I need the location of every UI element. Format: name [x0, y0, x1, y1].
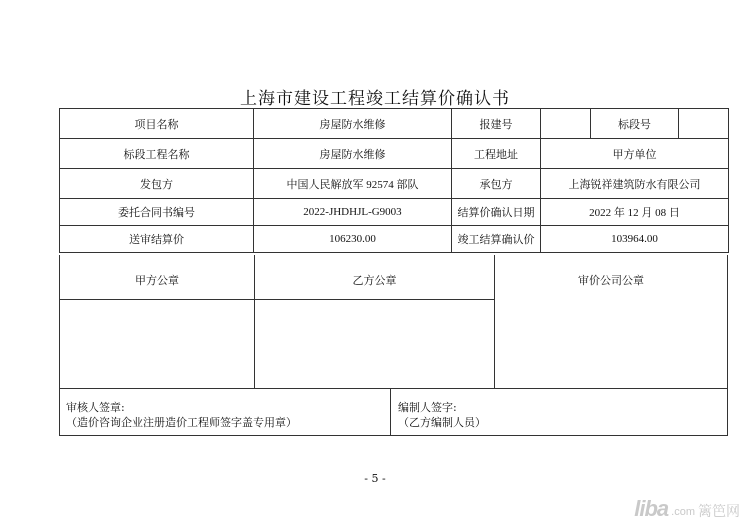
preparer-note: （乙方编制人员） — [398, 416, 486, 429]
document-title: 上海市建设工程竣工结算价确认书 — [240, 89, 510, 109]
signature-divider — [390, 389, 391, 435]
table-row — [60, 199, 729, 226]
watermark — [634, 496, 740, 522]
contract-no-value: 2022-JHDHJL-G9003 — [254, 199, 452, 226]
signature-section — [59, 389, 728, 436]
contractor-label: 承包方 — [452, 169, 541, 199]
info-table — [59, 108, 729, 253]
section-project-value: 房屋防水维修 — [254, 139, 452, 169]
report-no-label: 报建号 — [452, 109, 541, 139]
confirm-date-value: 2022 年 12 月 08 日 — [541, 199, 729, 226]
address-label: 工程地址 — [452, 139, 541, 169]
reviewer-label: 审核人签章: — [66, 401, 125, 414]
preparer-label: 编制人签字: — [398, 401, 457, 414]
project-name-label: 项目名称 — [60, 109, 254, 139]
preparer-signature — [398, 400, 486, 430]
final-price-value: 103964.00 — [541, 226, 729, 253]
final-price-label: 竣工结算确认价 — [452, 226, 541, 253]
seal-audit-company-label: 审价公司公章 — [578, 274, 644, 287]
employer-value: 中国人民解放军 92574 部队 — [254, 169, 452, 199]
section-no-label: 标段号 — [591, 109, 679, 139]
contractor-value: 上海锐祥建筑防水有限公司 — [541, 169, 729, 199]
seal-party-b-label: 乙方公章 — [352, 274, 397, 287]
seal-divider — [60, 299, 495, 300]
watermark-logo: liba — [634, 496, 669, 521]
section-project-label: 标段工程名称 — [60, 139, 254, 169]
section-no-value — [679, 109, 729, 139]
seal-party-a-label: 甲方公章 — [135, 274, 179, 287]
seal-party-b — [255, 255, 495, 388]
confirm-date-label: 结算价确认日期 — [452, 199, 541, 226]
table-row — [60, 139, 729, 169]
project-name-value: 房屋防水维修 — [254, 109, 452, 139]
report-no-value — [541, 109, 591, 139]
table-row — [60, 226, 729, 253]
seal-party-a — [60, 255, 255, 388]
address-value: 甲方单位 — [541, 139, 729, 169]
watermark-chinese: 篱笆网 — [698, 502, 740, 519]
reviewer-signature — [66, 400, 297, 430]
seal-audit-company — [495, 255, 727, 388]
page-number: - 5 - — [364, 472, 386, 485]
contract-no-label: 委托合同书编号 — [60, 199, 254, 226]
employer-label: 发包方 — [60, 169, 254, 199]
table-row — [60, 109, 729, 139]
submitted-price-value: 106230.00 — [254, 226, 452, 253]
watermark-suffix: .com — [671, 506, 695, 518]
submitted-price-label: 送审结算价 — [60, 226, 254, 253]
reviewer-note: （造价咨询企业注册造价工程师签字盖专用章） — [66, 416, 297, 429]
table-row — [60, 169, 729, 199]
seal-section — [59, 255, 728, 389]
